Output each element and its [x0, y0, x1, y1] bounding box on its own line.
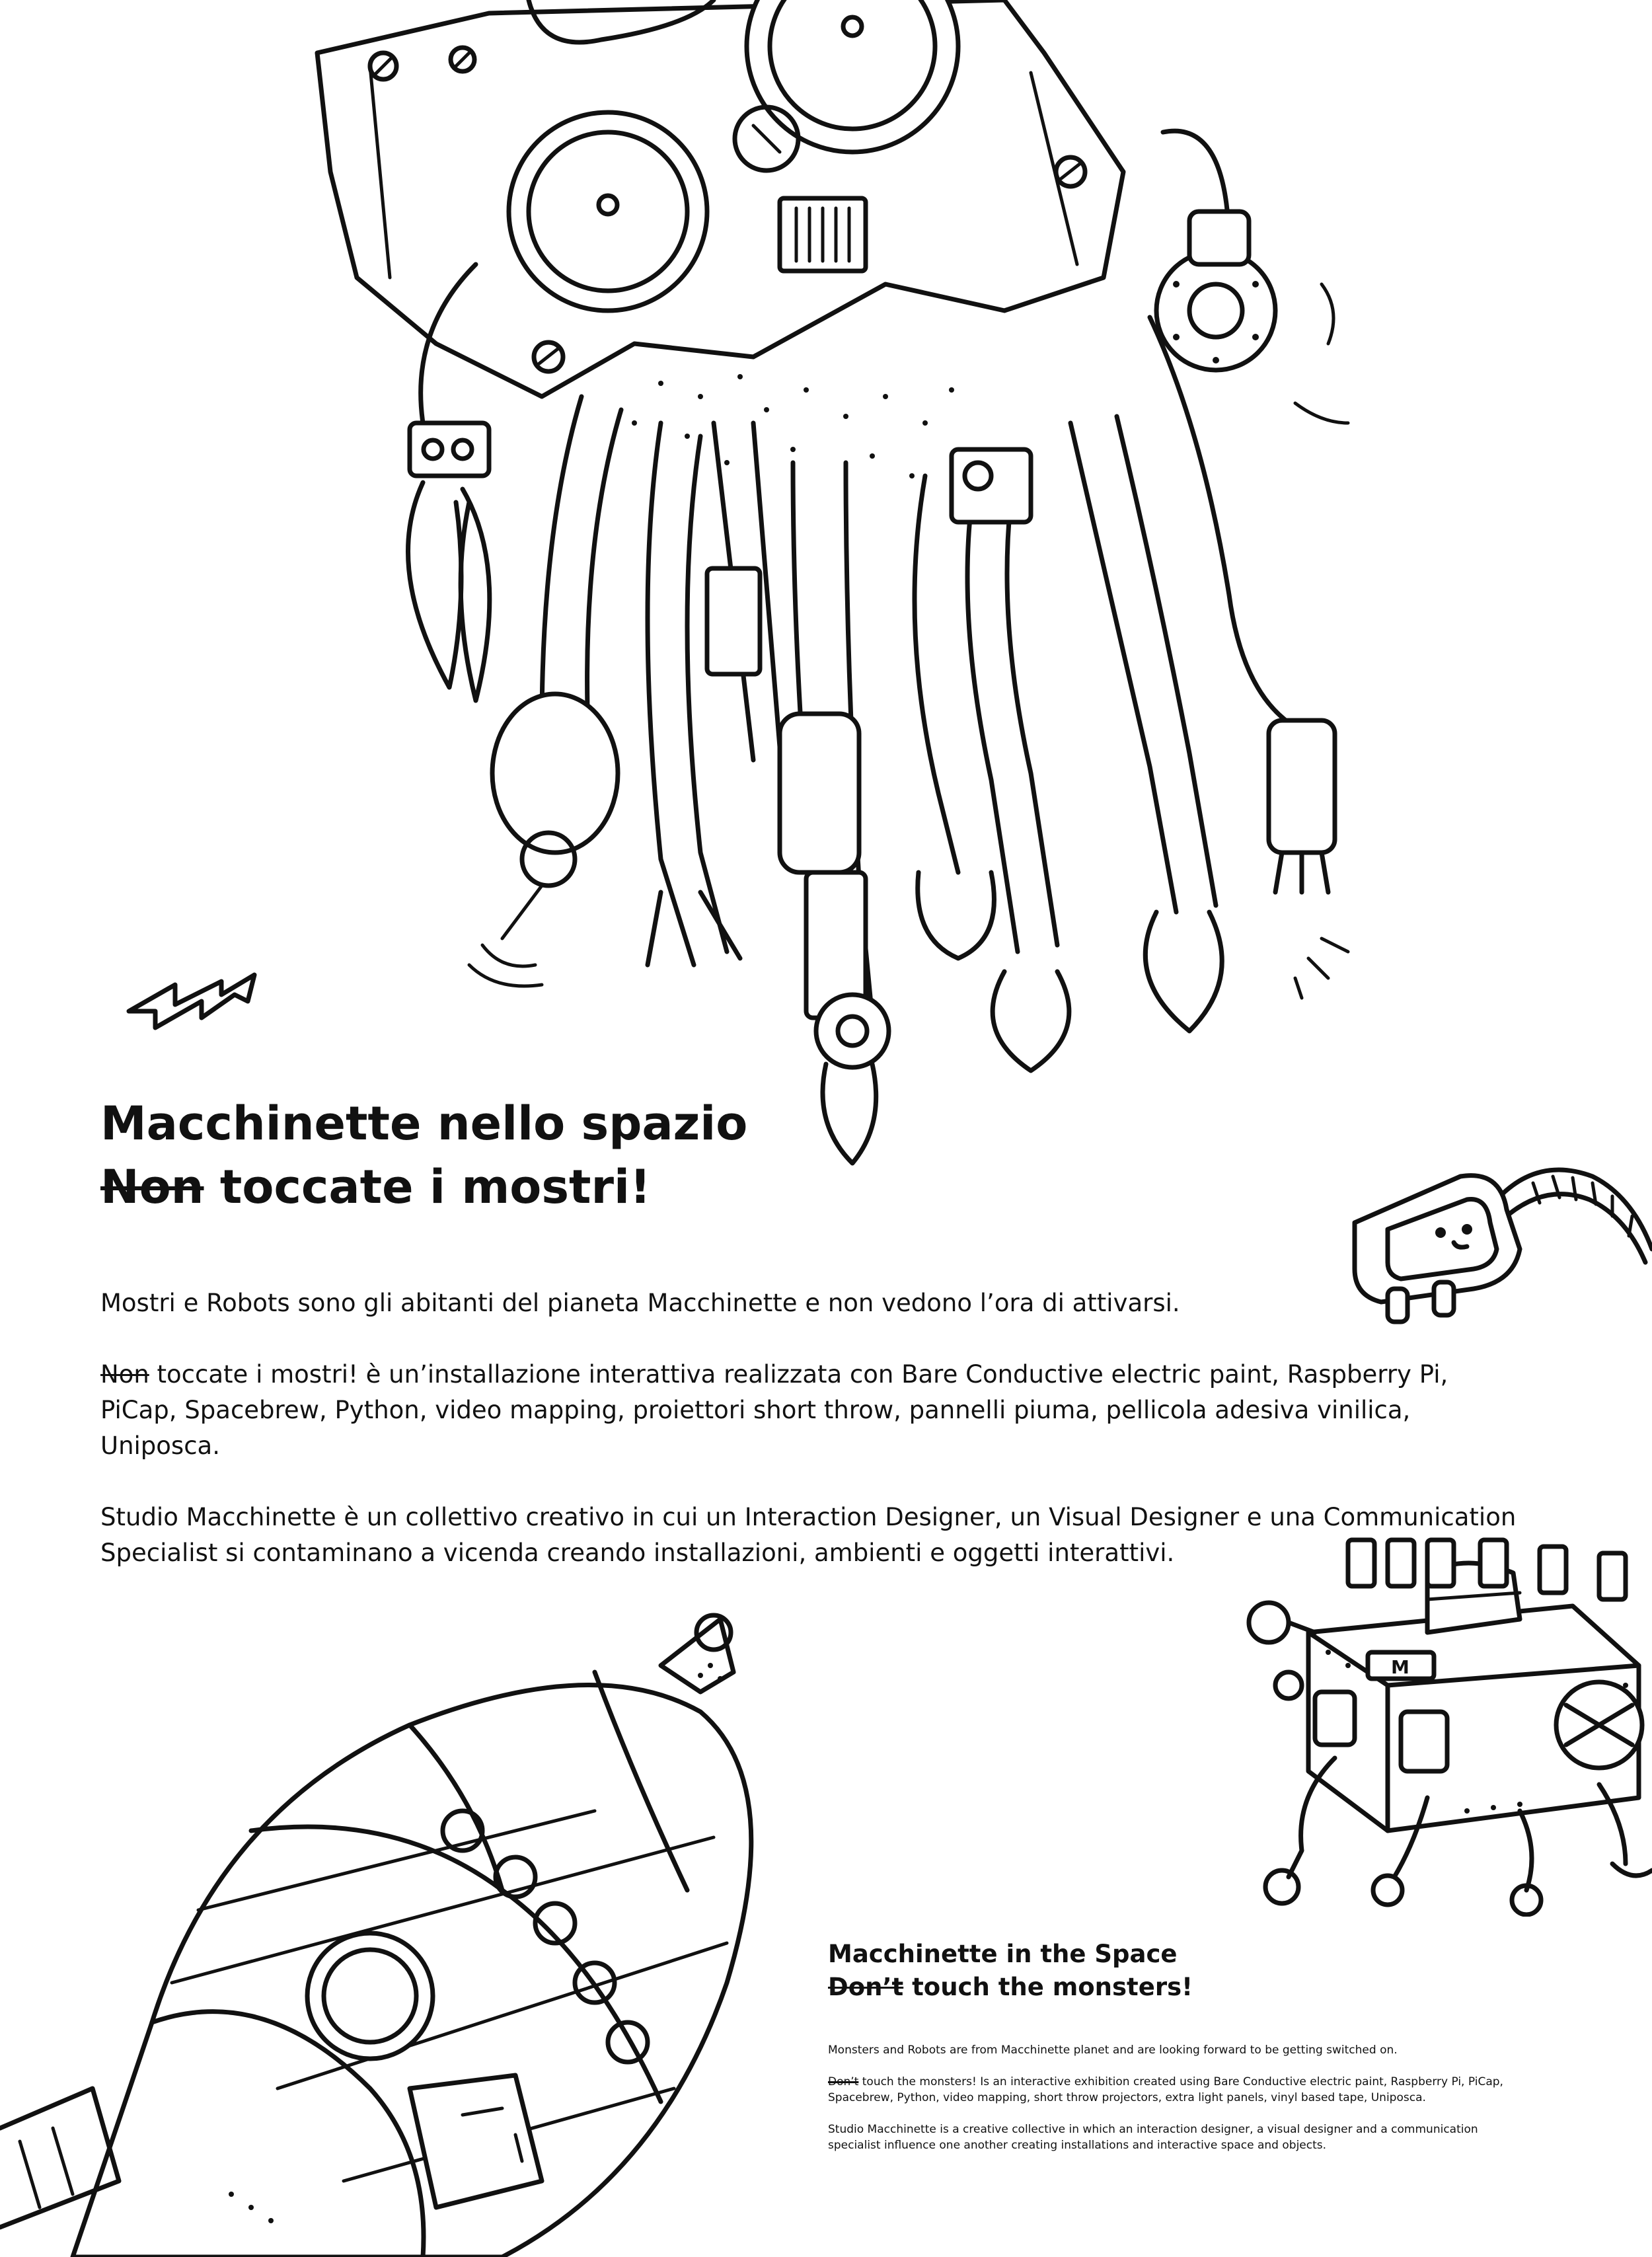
- italian-paragraph-1: Mostri e Robots sono gli abitanti del pianeta Macchinette e non vedono l’ora di attivarsi.: [100, 1289, 1180, 1317]
- english-title: [828, 1938, 1193, 2004]
- italian-title-struck-word: Non: [100, 1160, 204, 1214]
- rocket-illustration: [0, 1613, 793, 2257]
- english-paragraph-2-rest: touch the monsters! Is an interactive exhibition created using Bare Conductive electric paint, Raspberry Pi, PiCap, Spacebrew, Python, video mapping, short throw projectors, extra light panels, vinyl based tape, Uniposca.: [828, 2075, 1503, 2104]
- english-body: [828, 2042, 1515, 2169]
- english-title-line1: Macchinette in the Space: [828, 1940, 1178, 1968]
- english-title-line2: [828, 1971, 1193, 2004]
- octopus-robot-illustration: [291, 0, 1374, 1229]
- lightning-arrow-doodle: [122, 965, 274, 1038]
- english-paragraph-3: Studio Macchinette is a creative collective in which an interaction designer, a visual designer and a communication specialist influence one another creating installations and interactive space and objects.: [828, 2123, 1478, 2152]
- english-title-struck-word: Don’t: [828, 1973, 904, 2001]
- italian-paragraph-2-struck: Non: [100, 1360, 149, 1389]
- italian-title-line2-rest: toccate i mostri!: [204, 1160, 651, 1214]
- italian-title-line1: Macchinette nello spazio: [100, 1096, 748, 1151]
- english-title-line2-rest: touch the monsters!: [903, 1973, 1193, 2001]
- italian-paragraph-2-rest: toccate i mostri! è un’installazione interattiva realizzata con Bare Conductive electric paint, Raspberry Pi, PiCap, Spacebrew, Python, video mapping, proiettori short throw, pannelli piuma, pellicola adesiva vinilica, Uniposca.: [100, 1360, 1448, 1460]
- italian-paragraph-2: [100, 1357, 1521, 1464]
- italian-title-line2: [100, 1155, 747, 1219]
- english-paragraph-2: [828, 2074, 1515, 2106]
- rover-badge: M: [1391, 1656, 1409, 1678]
- italian-body: [100, 1285, 1521, 1607]
- italian-title: [100, 1092, 747, 1219]
- italian-paragraph-3: Studio Macchinette è un collettivo creativo in cui un Interaction Designer, un Visual Designer e una Communication Specialist si contaminano a vicenda creando installazioni, ambienti e oggetti interattivi.: [100, 1503, 1517, 1567]
- english-paragraph-1: Monsters and Robots are from Macchinette planet and are looking forward to be getting switched on.: [828, 2044, 1398, 2057]
- english-paragraph-2-struck: Don’t: [828, 2075, 859, 2088]
